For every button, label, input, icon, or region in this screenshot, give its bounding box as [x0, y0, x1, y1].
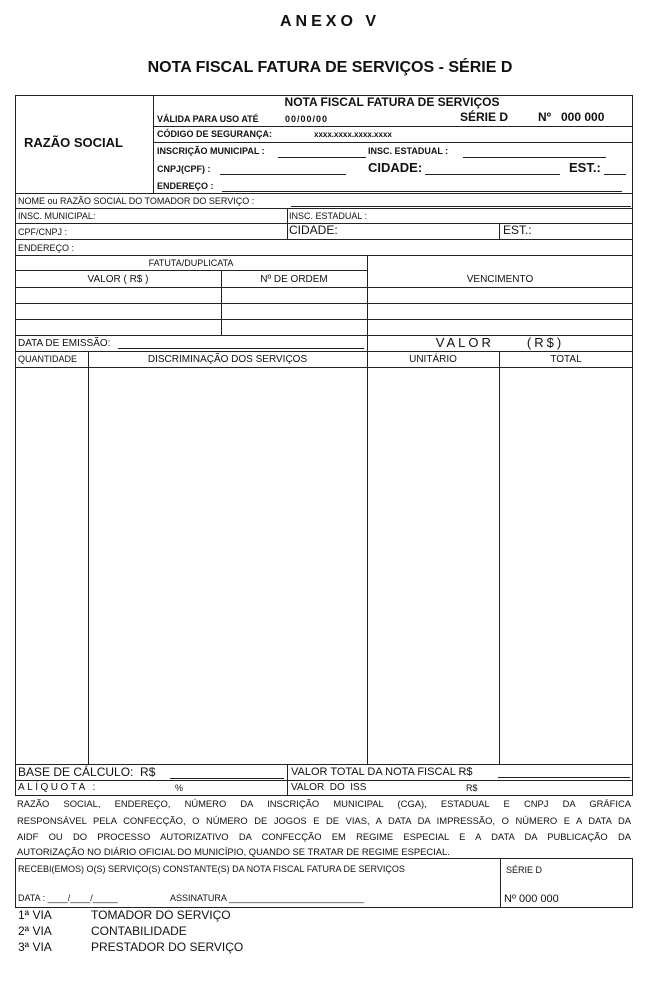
numero-value: 000 000: [561, 110, 605, 124]
nota-grafica-line: AIDF OU DO PROCESSO AUTORIZATIVO DA CONFECÇÃO EM REGIME ESPECIAL E A DATA DA PUBLICAÇÃO DA: [17, 831, 631, 842]
tomador-insc-municipal-label: INSC. MUNICIPAL:: [18, 211, 96, 221]
valor-iss-label: VALOR DO ISS: [291, 782, 367, 793]
col-unitario: UNITÁRIO: [409, 354, 457, 365]
via-description: PRESTADOR DO SERVIÇO: [91, 940, 244, 954]
nota-grafica-line: AUTORIZAÇÃO NO DIÁRIO OFICIAL DO MUNICÍPIO, QUANDO SE TRATAR DE REGIME ESPECIAL.: [17, 846, 450, 857]
via-number: 2ª VIA: [18, 924, 52, 938]
recibo-assinatura-label: ASSINATURA ___________________________: [170, 893, 364, 903]
insc-municipal-label: INSCRIÇÃO MUNICIPAL :: [157, 146, 265, 156]
nota-grafica-line: RAZÃO SOCIAL, ENDEREÇO, NÚMERO DA INSCRIÇÃO MUNICIPAL (CGA), ESTADUAL E CNPJ DA GRÁFICA: [17, 798, 631, 809]
valor-header: VALOR (R$): [435, 335, 565, 350]
numero-label: Nº: [538, 110, 552, 124]
data-emissao-label: DATA DE EMISSÃO:: [18, 338, 111, 349]
codigo-seguranca-label: CÓDIGO DE SEGURANÇA:: [157, 129, 273, 139]
fatura-col-valor: VALOR ( R$ ): [87, 274, 149, 285]
endereco-label: ENDEREÇO :: [157, 181, 214, 191]
codigo-seguranca-value: xxxx.xxxx.xxxx.xxxx: [314, 130, 392, 139]
valor-total-label: VALOR TOTAL DA NOTA FISCAL R$: [291, 766, 473, 778]
est-label: EST.:: [569, 160, 601, 175]
serie-label: SÉRIE D: [460, 110, 509, 124]
fatura-title: FATUTA/DUPLICATA: [148, 258, 234, 268]
annex-title: ANEXO V: [279, 13, 380, 30]
recibo-serie: SÉRIE D: [506, 865, 543, 875]
tomador-nome-label: NOME ou RAZÃO SOCIAL DO TOMADOR DO SERVIÇO :: [18, 196, 255, 206]
aliquota-pct: %: [175, 783, 184, 793]
tomador-endereco-label: ENDEREÇO :: [18, 243, 75, 253]
page-title: NOTA FISCAL FATURA DE SERVIÇOS - SÉRIE D: [147, 59, 513, 76]
via-description: TOMADOR DO SERVIÇO: [91, 908, 231, 922]
tomador-cidade-label: CIDADE:: [289, 223, 338, 237]
razao-social-label: RAZÃO SOCIAL: [24, 135, 123, 150]
cnpj-label: CNPJ(CPF) :: [157, 164, 211, 174]
tomador-insc-estadual-label: INSC. ESTADUAL :: [289, 211, 368, 221]
cidade-label: CIDADE:: [368, 160, 423, 175]
insc-estadual-label: INSC. ESTADUAL :: [368, 146, 449, 156]
via-number: 1ª VIA: [18, 908, 52, 922]
tomador-cpf-label: CPF/CNPJ :: [18, 227, 68, 237]
via-number: 3ª VIA: [18, 940, 52, 954]
col-quantidade: QUANTIDADE: [18, 354, 78, 364]
tomador-est-label: EST.:: [503, 223, 532, 237]
valor-iss-rs: R$: [466, 783, 478, 793]
col-total: TOTAL: [550, 354, 582, 365]
aliquota-label: ALÍQUOTA :: [18, 782, 98, 793]
form-title: NOTA FISCAL FATURA DE SERVIÇOS: [284, 95, 500, 109]
fatura-col-vencimento: VENCIMENTO: [466, 274, 534, 285]
recibo-numero: Nº 000 000: [504, 893, 559, 905]
col-discriminacao: DISCRIMINAÇÃO DOS SERVIÇOS: [147, 354, 308, 365]
valida-value: 00/00/00: [285, 114, 329, 124]
recibo-text: RECEBI(EMOS) O(S) SERVIÇO(S) CONSTANTE(S) DA NOTA FISCAL FATURA DE SERVIÇOS: [18, 864, 405, 874]
via-description: CONTABILIDADE: [91, 924, 187, 938]
fatura-col-ordem: Nº DE ORDEM: [260, 274, 328, 285]
nota-grafica-line: RESPONSÁVEL PELA CONFECÇÃO, O NÚMERO DE JOGOS E DE VIAS, A DATA DA IMPRESSÃO, O NÚMERO E A DATA DA: [17, 814, 631, 826]
base-calculo-label: BASE DE CÁLCULO: R$: [18, 765, 156, 779]
valida-label: VÁLIDA PARA USO ATÉ: [157, 114, 259, 124]
recibo-data-label: DATA : ____/____/_____: [18, 893, 118, 903]
